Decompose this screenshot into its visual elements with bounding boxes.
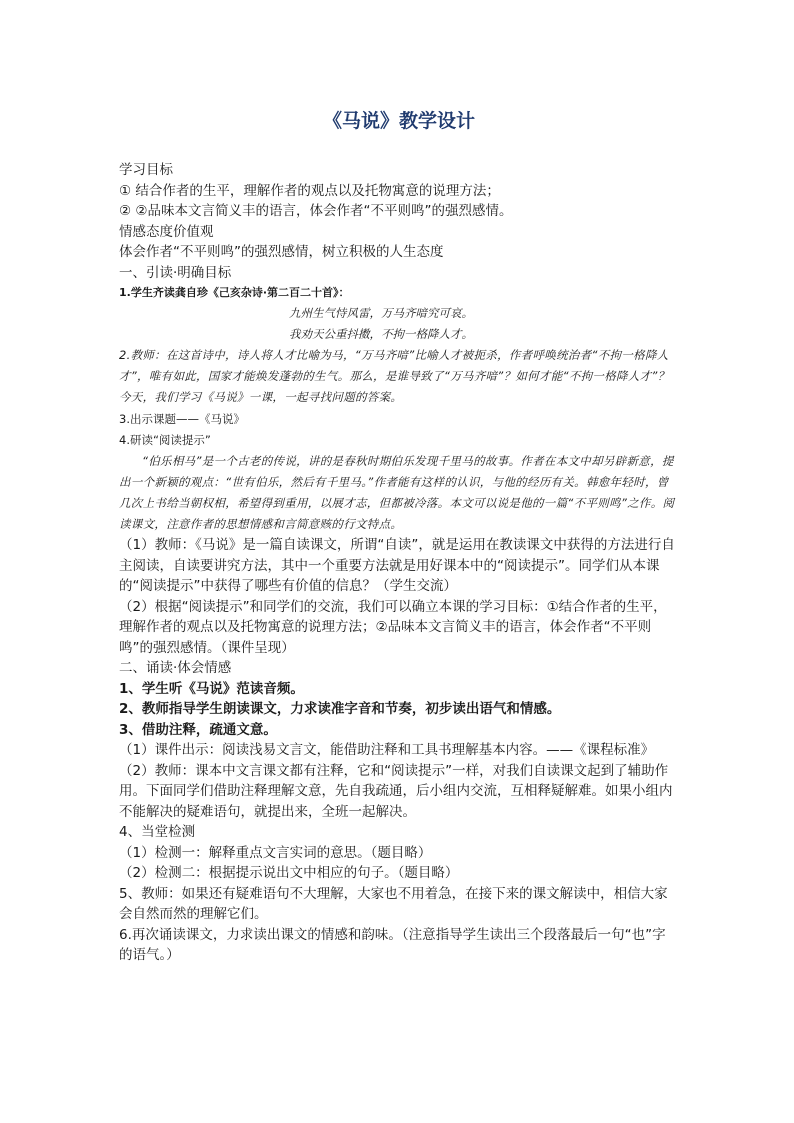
step-2-4-1: （1）检测一：解释重点文言实词的意思。（题目略） [119,844,432,861]
poem-line-2: 我劝天公重抖擞，不拘一格降人才。 [289,327,473,341]
values-text: 体会作者“不平则鸣”的强烈感情，树立积极的人生态度 [119,244,444,260]
step-1-4: 4.研读“阅读提示” [119,432,211,447]
step-1-2: 2.教师：在这首诗中，诗人将人才比喻为马，“万马齐喑”比喻人才被扼杀，作者呼唤统治者“不拘一格降人才”，唯有如此，国家才能焕发蓬勃的生气。那么，是谁导致了“万马齐喑”？如何才能“不拘一格降人才”？今天，我们学习《马说》一课，一起寻找问题的答案。 [119,348,670,405]
section-heading-learning-goals: 学习目标 [119,162,173,178]
step-2-4: 4、当堂检测 [119,824,196,841]
step-2-3: 3、借助注释，疏通文意。 [119,721,277,738]
step-1-3: 3.出示课题——《马说》 [119,411,245,426]
section-heading-1: 一、引读·明确目标 [119,264,232,281]
step-2-2: 2、教师指导学生朗读课文，力求读准字音和节奏，初步读出语气和情感。 [119,701,561,718]
reading-tip-paragraph: “伯乐相马”是一个古老的传说，讲的是春秋时期伯乐发现千里马的故事。作者在本文中却另辟新意，提出一个新颖的观点：“世有伯乐，然后有千里马。”作者能有这样的认识，与他的经历有关。韩愈年轻时，曾几次上书给当朝权相，希望得到重用，以展才志，但都被冷落。本文可以说是他的一篇“不平则鸣”之作。阅读课文，注意作者的思想情感和言简意赅的行文特点。 [119,453,675,532]
step-2-6: 6.再次诵读课文，力求读出课文的情感和韵味。（注意指导学生读出三个段落最后一句“也”字的语气。） [119,926,666,964]
step-2-1: 1、学生听《马说》范读音频。 [119,680,304,697]
section-heading-values: 情感态度价值观 [119,223,214,240]
document-body [119,160,679,966]
step-2-4-2: （2）检测二：根据提示说出文中相应的句子。（题目略） [119,865,459,882]
step-1-4-2: （2）根据“阅读提示”和同学们的交流，我们可以确立本课的学习目标：①结合作者的生平，理解作者的观点以及托物寓意的说理方法；②品味本文言简义丰的语言，体会作者“不平则鸣”的强烈感情。（课件呈现） [119,598,667,656]
goal-item-2: ② ②品味本文言简义丰的语言，体会作者“不平则鸣”的强烈感情。 [119,203,513,219]
step-1-4-1: （1）教师：《马说》是一篇自读课文，所谓“自读”，就是运用在教读课文中获得的方法进行自主阅读，自读要讲究方法，其中一个重要方法就是用好课本中的“阅读提示”。同学们从本课的“阅读提示”中获得了哪些有价值的信息？（学生交流） [119,537,675,595]
step-2-5: 5、教师：如果还有疑难语句不大理解，大家也不用着急，在接下来的课文解读中，相信大家会自然而然的理解它们。 [119,885,668,923]
step-2-3-1: （1）课件出示：阅读浅易文言文，能借助注释和工具书理解基本内容。——《课程标准》 [119,742,655,759]
goal-item-1: ① 结合作者的生平，理解作者的观点以及托物寓意的说理方法； [119,182,500,199]
poem-line-1: 九州生气恃风雷，万马齐喑究可哀。 [289,306,473,320]
step-2-3-2: （2）教师：课本中文言课文都有注释，它和“阅读提示”一样，对我们自读课文起到了辅助作用。下面同学们借助注释理解文意，先自我疏通，后小组内交流，互相释疑解难。如果小组内不能解决的疑难语句，就提出来，全班一起解决。 [119,762,673,820]
step-1-1: 1.学生齐读龚自珍《己亥杂诗·第二百二十首》： [119,286,350,299]
section-heading-2: 二、诵读·体会情感 [119,660,232,677]
page-title: 《马说》教学设计 [322,110,475,132]
